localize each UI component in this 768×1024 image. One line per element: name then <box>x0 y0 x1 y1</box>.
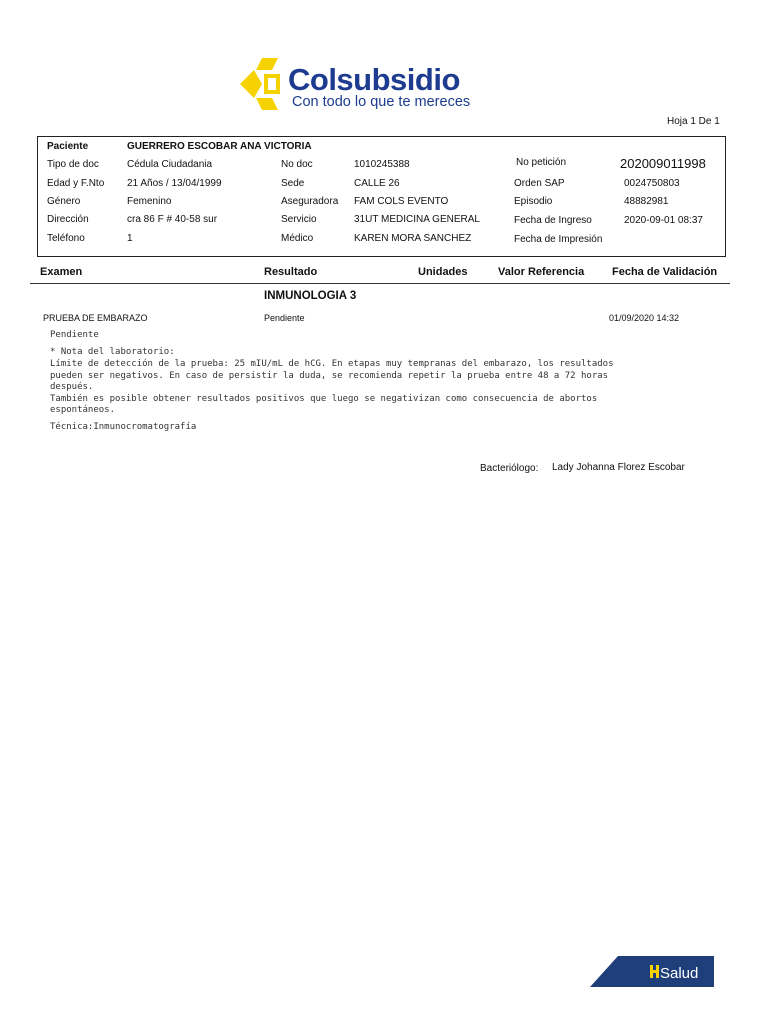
paciente-label: Paciente <box>47 141 89 152</box>
note-line: pueden ser negativos. En caso de persistir la duda, se recomienda repetir la prueba entre 48 a 72 horas <box>50 370 609 381</box>
sede-label: Sede <box>281 178 305 189</box>
col-valor-referencia: Valor Referencia <box>498 266 585 278</box>
edad-label: Edad y F.Nto <box>47 178 105 189</box>
edad-value: 21 Años / 13/04/1999 <box>127 178 222 189</box>
medico-label: Médico <box>281 233 314 244</box>
genero-label: Género <box>47 196 81 207</box>
page-info: Hoja 1 De 1 <box>667 116 720 127</box>
servicio-value: 31UT MEDICINA GENERAL <box>354 214 480 225</box>
fecha-ingreso-label: Fecha de Ingreso <box>514 215 592 226</box>
bacteriologo-name: Lady Johanna Florez Escobar <box>552 462 685 473</box>
episodio-value: 48882981 <box>624 196 669 207</box>
col-resultado: Resultado <box>264 266 318 278</box>
servicio-label: Servicio <box>281 214 317 225</box>
col-fecha-validacion: Fecha de Validación <box>612 266 718 278</box>
header-divider <box>30 283 730 284</box>
aseguradora-label: Aseguradora <box>281 196 339 207</box>
fecha-ingreso-value: 2020-09-01 08:37 <box>624 215 703 226</box>
no-doc-label: No doc <box>281 159 313 170</box>
exam-date: 01/09/2020 14:32 <box>609 313 680 323</box>
orden-sap-value: 0024750803 <box>624 178 680 189</box>
brand-tagline: Con todo lo que te mereces <box>292 94 471 110</box>
sede-value: CALLE 26 <box>354 178 400 189</box>
no-doc-value: 1010245388 <box>354 159 410 170</box>
telefono-label: Teléfono <box>47 233 85 244</box>
no-peticion-value: 202009011998 <box>620 156 706 171</box>
note-line: También es posible obtener resultados positivos que luego se negativizan como consecuencia de abortos <box>50 393 598 404</box>
note-line: después. <box>50 382 94 392</box>
fecha-impresion-label: Fecha de Impresión <box>514 234 603 245</box>
col-examen: Examen <box>40 266 83 278</box>
aseguradora-value: FAM COLS EVENTO <box>354 196 449 207</box>
note-line: Límite de detección de la prueba: 25 mIU/mL de hCG. En etapas muy tempranas del embarazo, los resultados <box>50 359 614 369</box>
tipo-doc-label: Tipo de doc <box>47 159 99 170</box>
episodio-label: Episodio <box>514 196 553 207</box>
brand-name: Colsubsidio <box>288 62 460 97</box>
salud-brand-text: Salud <box>660 965 699 982</box>
section-title: INMUNOLOGIA 3 <box>264 290 357 302</box>
exam-result: Pendiente <box>264 313 305 323</box>
orden-sap-label: Orden SAP <box>514 178 565 189</box>
col-unidades: Unidades <box>418 266 468 278</box>
telefono-value: 1 <box>127 233 133 244</box>
note-line: * Nota del laboratorio: <box>50 347 175 357</box>
exam-name: PRUEBA DE EMBARAZO <box>43 313 148 323</box>
note-line: espontáneos. <box>50 405 116 415</box>
note-line: Pendiente <box>50 330 99 340</box>
paciente-value: GUERRERO ESCOBAR ANA VICTORIA <box>127 141 312 152</box>
tipo-doc-value: Cédula Ciudadania <box>127 159 213 170</box>
direccion-label: Dirección <box>47 214 89 225</box>
genero-value: Femenino <box>127 196 172 207</box>
note-line: Técnica:Inmunocromatografía <box>50 422 197 432</box>
no-peticion-label: No petición <box>516 157 567 168</box>
salud-logo-icon <box>590 956 714 987</box>
medico-value: KAREN MORA SANCHEZ <box>354 233 472 244</box>
direccion-value: cra 86 F # 40-58 sur <box>127 214 218 225</box>
bacteriologo-label: Bacteriólogo: <box>480 463 539 474</box>
